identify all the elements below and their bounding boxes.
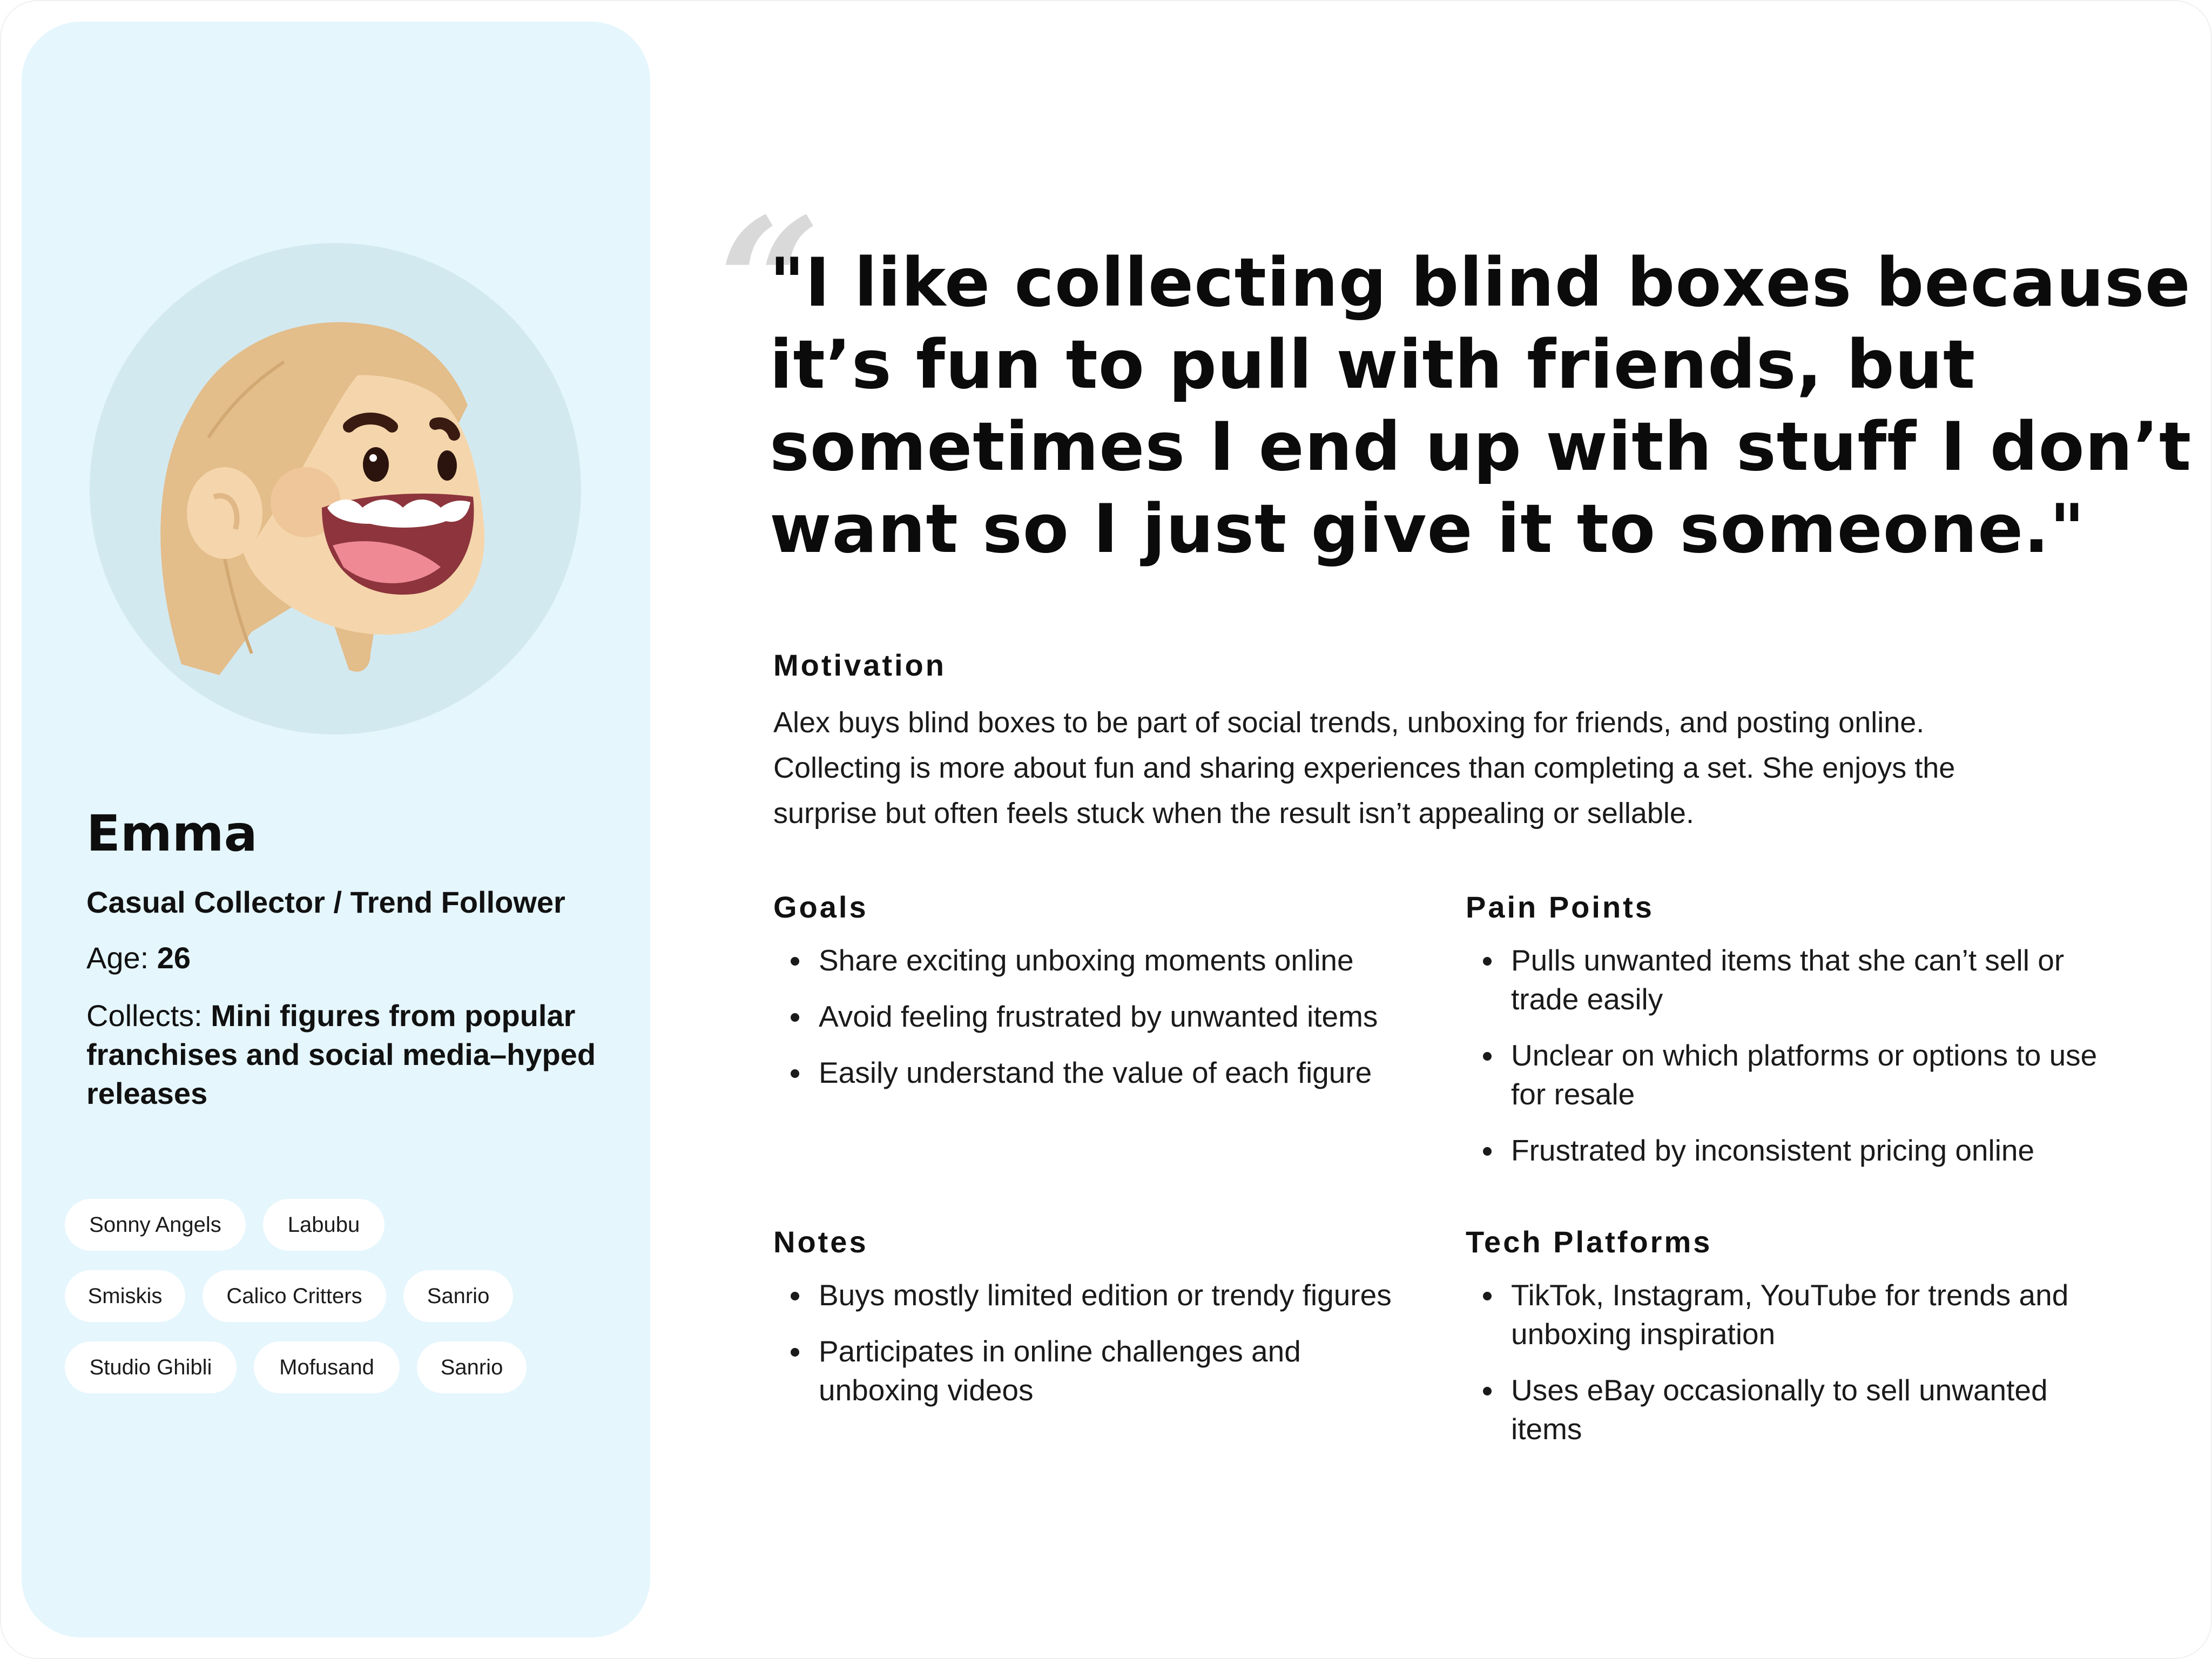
- motivation-line: Collecting is more about fun and sharing experiences than completing a set. She enjoys the: [773, 752, 1955, 784]
- collection-tag: Sanrio: [403, 1270, 513, 1322]
- age-label: Age:: [86, 941, 157, 975]
- tech-platform-item: TikTok, Instagram, YouTube for trends and unboxing inspiration: [1466, 1276, 2114, 1353]
- collects-value: Mini figures from popular franchises and social media–hyped releases: [86, 999, 596, 1110]
- pain-points-list: [1466, 941, 2114, 1187]
- motivation-line: surprise but often feels stuck when the result isn’t appealing or sellable.: [773, 797, 1694, 830]
- collects-label: Collects:: [86, 999, 211, 1033]
- motivation-line: Alex buys blind boxes to be part of social trends, unboxing for friends, and posting online.: [773, 706, 1925, 739]
- collection-tag: Smiskis: [65, 1270, 185, 1322]
- collection-tag: Studio Ghibli: [65, 1341, 237, 1393]
- persona-role: Casual Collector / Trend Follower: [86, 885, 565, 919]
- quote-mark-icon: “: [718, 179, 805, 388]
- goal-item: Avoid feeling frustrated by unwanted items: [773, 997, 1421, 1036]
- goals-heading: Goals: [773, 890, 868, 924]
- notes-list: [773, 1276, 1421, 1427]
- persona-quote: [770, 242, 2192, 570]
- cartoon-girl-avatar-icon: [90, 243, 581, 734]
- collection-tag: Labubu: [263, 1199, 385, 1251]
- notes-heading: Notes: [773, 1225, 868, 1259]
- age-value: 26: [157, 941, 191, 975]
- pain-point-item: Unclear on which platforms or options to use for resale: [1466, 1036, 2114, 1114]
- quote-line: sometimes I end up with stuff I don’t: [770, 408, 2192, 486]
- note-item: Participates in online challenges and unboxing videos: [773, 1332, 1421, 1410]
- collection-tag: Sanrio: [417, 1341, 527, 1393]
- quote-line: it’s fun to pull with friends, but: [770, 326, 1976, 404]
- motivation-heading: Motivation: [773, 648, 946, 682]
- quote-line: want so I just give it to someone.": [770, 490, 2085, 568]
- goal-item: Share exciting unboxing moments online: [773, 941, 1421, 980]
- pain-point-item: Pulls unwanted items that she can’t sell or trade easily: [1466, 941, 2114, 1019]
- motivation-text: [773, 700, 2069, 836]
- persona-name: Emma: [86, 805, 258, 862]
- collection-tag: Sonny Angels: [65, 1199, 246, 1251]
- persona-collects: [86, 996, 605, 1113]
- collection-tag: Mofusand: [254, 1341, 400, 1393]
- pain-point-item: Frustrated by inconsistent pricing online: [1466, 1131, 2114, 1170]
- quote-line: "I like collecting blind boxes because: [770, 244, 2191, 322]
- pain-points-heading: Pain Points: [1466, 890, 1654, 924]
- tech-platforms-list: [1466, 1276, 2114, 1466]
- avatar: [90, 243, 581, 734]
- goals-list: [773, 941, 1421, 1109]
- tech-platforms-heading: Tech Platforms: [1466, 1225, 1712, 1259]
- collection-tag: Calico Critters: [203, 1270, 386, 1322]
- tech-platform-item: Uses eBay occasionally to sell unwanted items: [1466, 1371, 2114, 1448]
- goal-item: Easily understand the value of each figure: [773, 1053, 1421, 1092]
- persona-age: [86, 940, 191, 976]
- note-item: Buys mostly limited edition or trendy figures: [773, 1276, 1421, 1314]
